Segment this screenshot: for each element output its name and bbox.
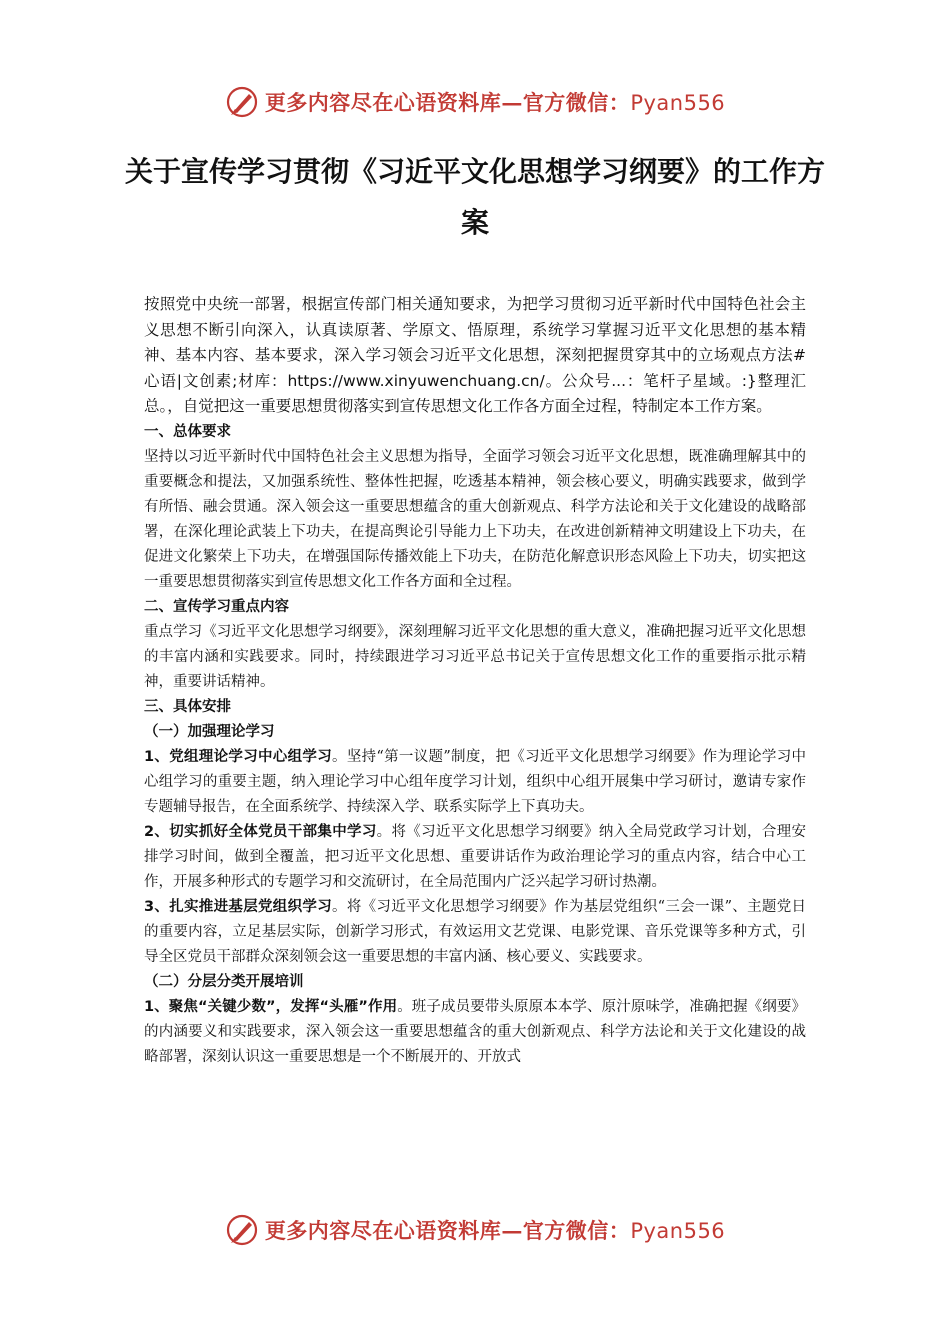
item-1-paragraph (144, 745, 806, 820)
footer-watermark-banner (0, 1210, 950, 1250)
pen-logo-icon (225, 85, 259, 119)
section-2-body: 重点学习《习近平文化思想学习纲要》，深刻理解习近平文化思想的重大意义，准确把握习近平文化思想的丰富内涵和实践要求。同时，持续跟进学习习近平总书记关于宣传思想文化工作的重要指示批示精神，重要讲话精神。 (144, 623, 806, 690)
item-4-lead: 1、聚焦“关键少数”，发挥“头雁”作用 (144, 998, 398, 1015)
item-3-lead: 3、扎实推进基层党组织学习 (144, 898, 333, 915)
intro-paragraph: 按照党中央统一部署，根据宣传部门相关通知要求，为把学习贯彻习近平新时代中国特色社会主义思想不断引向深入，认真读原著、学原文、悟原理，系统学习掌握习近平文化思想的基本精神、基本内容、基本要求，深入学习领会习近平文化思想，深刻把握贯穿其中的立场观点方法#心语|文创素;材库：https://www.xinyuwenchuang.cn/。公众号...：笔杆子星域。:}整理汇总。，自觉把这一重要思想贯彻落实到宣传思想文化工作各方面全过程，特制定本工作方案。 (144, 295, 806, 416)
header-watermark-banner (0, 82, 950, 122)
banner-text: 更多内容尽在心语资料库—官方微信：Pyan556 (264, 1218, 726, 1243)
item-1-body: 。坚持“第一议题”制度，把《习近平文化思想学习纲要》作为理论学习中心组学习的重要主题，纳入理论学习中心组年度学习计划，组织中心组开展集中学习研讨，邀请专家作专题辅导报告，在全面系统学、持续深入学、联系实际学上下真功夫。 (144, 748, 806, 815)
document-title: 关于宣传学习贯彻《习近平文化思想学习纲要》的工作方案 (124, 155, 825, 239)
item-3-paragraph (144, 895, 806, 970)
item-4-paragraph (144, 995, 806, 1070)
document-body (144, 292, 806, 1070)
pen-logo-icon (225, 1213, 259, 1247)
section-3-heading: 三、具体安排 (144, 698, 231, 715)
section-1-heading: 一、总体要求 (144, 423, 231, 440)
section-2-heading: 二、宣传学习重点内容 (144, 598, 289, 615)
item-3-body: 。将《习近平文化思想学习纲要》作为基层党组织“三会一课”、主题党日的重要内容，立足基层实际，创新学习形式，有效运用文艺党课、电影党课、音乐党课等多种方式，引导全区党员干部群众深刻领会这一重要思想的丰富内涵、核心要义、实践要求。 (144, 898, 806, 965)
item-2-paragraph (144, 820, 806, 895)
subsection-3-2-heading: （二）分层分类开展培训 (144, 973, 304, 990)
banner-text: 更多内容尽在心语资料库—官方微信：Pyan556 (264, 90, 726, 115)
item-2-body: 。将《习近平文化思想学习纲要》纳入全局党政学习计划，合理安排学习时间，做到全覆盖，把习近平文化思想、重要讲话作为政治理论学习的重点内容，结合中心工作，开展多种形式的专题学习和交流研讨，在全局范围内广泛兴起学习研讨热潮。 (144, 823, 807, 890)
subsection-3-1-heading: （一）加强理论学习 (144, 723, 275, 740)
item-1-lead: 1、党组理论学习中心组学习 (144, 748, 333, 765)
item-4-body: 。班子成员要带头原原本本学、原汁原味学，准确把握《纲要》的内涵要义和实践要求，深入领会这一重要思想蕴含的重大创新观点、科学方法论和关于文化建设的战略部署，深刻认识这一重要思想是一个不断展开的、开放式 (144, 998, 806, 1065)
item-2-lead: 2、切实抓好全体党员干部集中学习 (144, 823, 377, 840)
section-1-body: 坚持以习近平新时代中国特色社会主义思想为指导，全面学习领会习近平文化思想，既准确理解其中的重要概念和提法，又加强系统性、整体性把握，吃透基本精神，领会核心要义，明确实践要求，做到学有所悟、融会贯通。深入领会这一重要思想蕴含的重大创新观点、科学方法论和关于文化建设的战略部署，在深化理论武装上下功夫，在提高舆论引导能力上下功夫，在改进创新精神文明建设上下功夫，在促进文化繁荣上下功夫，在增强国际传播效能上下功夫，在防范化解意识形态风险上下功夫，切实把这一重要思想贯彻落实到宣传思想文化工作各方面和全过程。 (144, 448, 806, 590)
